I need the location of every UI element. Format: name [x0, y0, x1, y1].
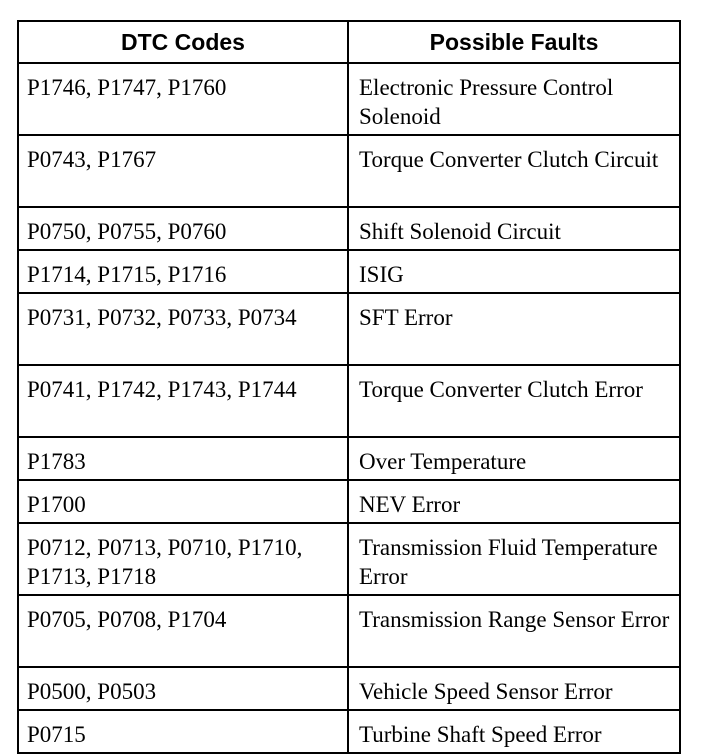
table-row [18, 480, 680, 523]
possible-fault-cell [348, 595, 680, 667]
table-row [18, 207, 680, 250]
possible-fault: Vehicle Speed Sensor Error [359, 679, 613, 704]
possible-fault: Transmission Range Sensor Error [359, 607, 670, 632]
possible-fault-cell [348, 710, 680, 753]
possible-fault: Over Temperature [359, 449, 527, 474]
possible-fault: Transmission Fluid Temperature Error [359, 535, 658, 589]
dtc-codes-cell [18, 437, 348, 480]
possible-fault: Torque Converter Clutch Error [359, 377, 643, 402]
possible-fault-cell [348, 250, 680, 293]
possible-fault: SFT Error [359, 305, 453, 330]
dtc-codes-cell [18, 595, 348, 667]
header-row [18, 21, 680, 63]
dtc-codes: P0731, P0732, P0733, P0734 [27, 305, 297, 330]
possible-fault-cell [348, 523, 680, 595]
dtc-codes: P0743, P1767 [27, 147, 157, 172]
table-row [18, 437, 680, 480]
possible-fault-cell [348, 293, 680, 365]
dtc-codes: P1714, P1715, P1716 [27, 262, 227, 287]
dtc-codes-cell [18, 63, 348, 135]
header-dtc-codes: DTC Codes [18, 21, 348, 63]
dtc-table [17, 20, 681, 754]
possible-fault-cell [348, 437, 680, 480]
table-row [18, 135, 680, 207]
dtc-codes-cell [18, 523, 348, 595]
possible-fault-cell [348, 667, 680, 710]
table-row [18, 293, 680, 365]
dtc-codes: P1700 [27, 492, 86, 517]
possible-fault-cell [348, 63, 680, 135]
dtc-codes: P0712, P0713, P0710, P1710, P1713, P1718 [27, 535, 303, 589]
table-row [18, 667, 680, 710]
table-row [18, 63, 680, 135]
table-row [18, 595, 680, 667]
dtc-codes-cell [18, 207, 348, 250]
dtc-codes: P0715 [27, 722, 86, 747]
possible-fault-cell [348, 135, 680, 207]
dtc-codes: P1783 [27, 449, 86, 474]
possible-fault-cell [348, 480, 680, 523]
dtc-codes-cell [18, 365, 348, 437]
table-row [18, 365, 680, 437]
possible-fault: Torque Converter Clutch Circuit [359, 147, 659, 172]
possible-fault: Shift Solenoid Circuit [359, 219, 561, 244]
possible-fault: NEV Error [359, 492, 461, 517]
possible-fault: Turbine Shaft Speed Error [359, 722, 602, 747]
dtc-codes-cell [18, 250, 348, 293]
dtc-codes-cell [18, 293, 348, 365]
possible-fault: Electronic Pressure Control Solenoid [359, 75, 614, 129]
possible-fault-cell [348, 365, 680, 437]
dtc-codes-cell [18, 667, 348, 710]
dtc-codes: P1746, P1747, P1760 [27, 75, 227, 100]
header-possible-faults: Possible Faults [348, 21, 680, 63]
table-row [18, 710, 680, 753]
dtc-codes: P0750, P0755, P0760 [27, 219, 227, 244]
dtc-codes-cell [18, 135, 348, 207]
dtc-codes: P0705, P0708, P1704 [27, 607, 227, 632]
dtc-codes: P0500, P0503 [27, 679, 157, 704]
possible-fault-cell [348, 207, 680, 250]
table-row [18, 523, 680, 595]
table-row [18, 250, 680, 293]
dtc-codes: P0741, P1742, P1743, P1744 [27, 377, 297, 402]
possible-fault: ISIG [359, 262, 404, 287]
dtc-codes-cell [18, 480, 348, 523]
dtc-codes-cell [18, 710, 348, 753]
